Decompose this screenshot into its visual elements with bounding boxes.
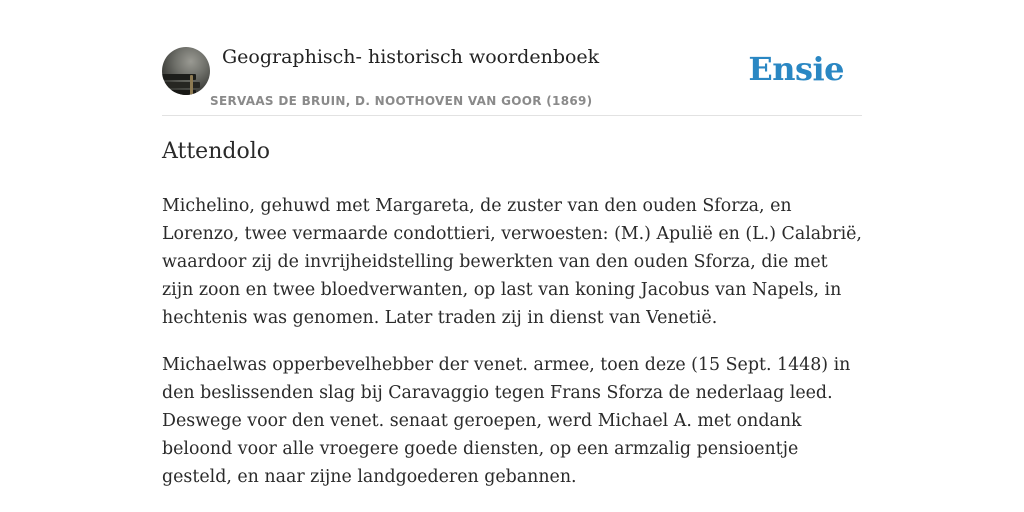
entry-paragraph: Michelino, gehuwd met Margareta, de zuster van den ouden Sforza, en Lorenzo, twee vermaarde condottieri, verwoesten: (M.) Apulië en (L.) Calabrië, waardoor zij de invrijheidstelling bewerkten van den ouden Sforza, die met zijn zoon en twee bloedverwanten, op last van koning Jacobus van Napels, in hechtenis was genomen. Later traden zij in dienst van Venetië. bbox=[162, 196, 862, 328]
entry-paragraph: Michaelwas opperbevelhebber der venet. armee, toen deze (15 Sept. 1448) in den beslissenden slag bij Caravaggio tegen Frans Sforza de nederlaag leed. Deswege voor den venet. senaat geroepen, werd Michael A. met ondank beloond voor alle vroegere goede diensten, op een armzalig pensioentje gesteld, en naar zijne landgoederen gebannen. bbox=[162, 355, 851, 487]
entry-title: Attendolo bbox=[162, 139, 270, 164]
book-title-link[interactable]: Geographisch- historisch woordenboek bbox=[222, 46, 600, 68]
book-cover-avatar[interactable] bbox=[162, 47, 210, 95]
source-header bbox=[162, 40, 862, 116]
entry-body bbox=[162, 192, 862, 510]
ensie-logo-link[interactable]: Ensie bbox=[748, 50, 844, 88]
book-author: SERVAAS DE BRUIN, D. NOOTHOVEN VAN GOOR (1869) bbox=[210, 94, 593, 108]
